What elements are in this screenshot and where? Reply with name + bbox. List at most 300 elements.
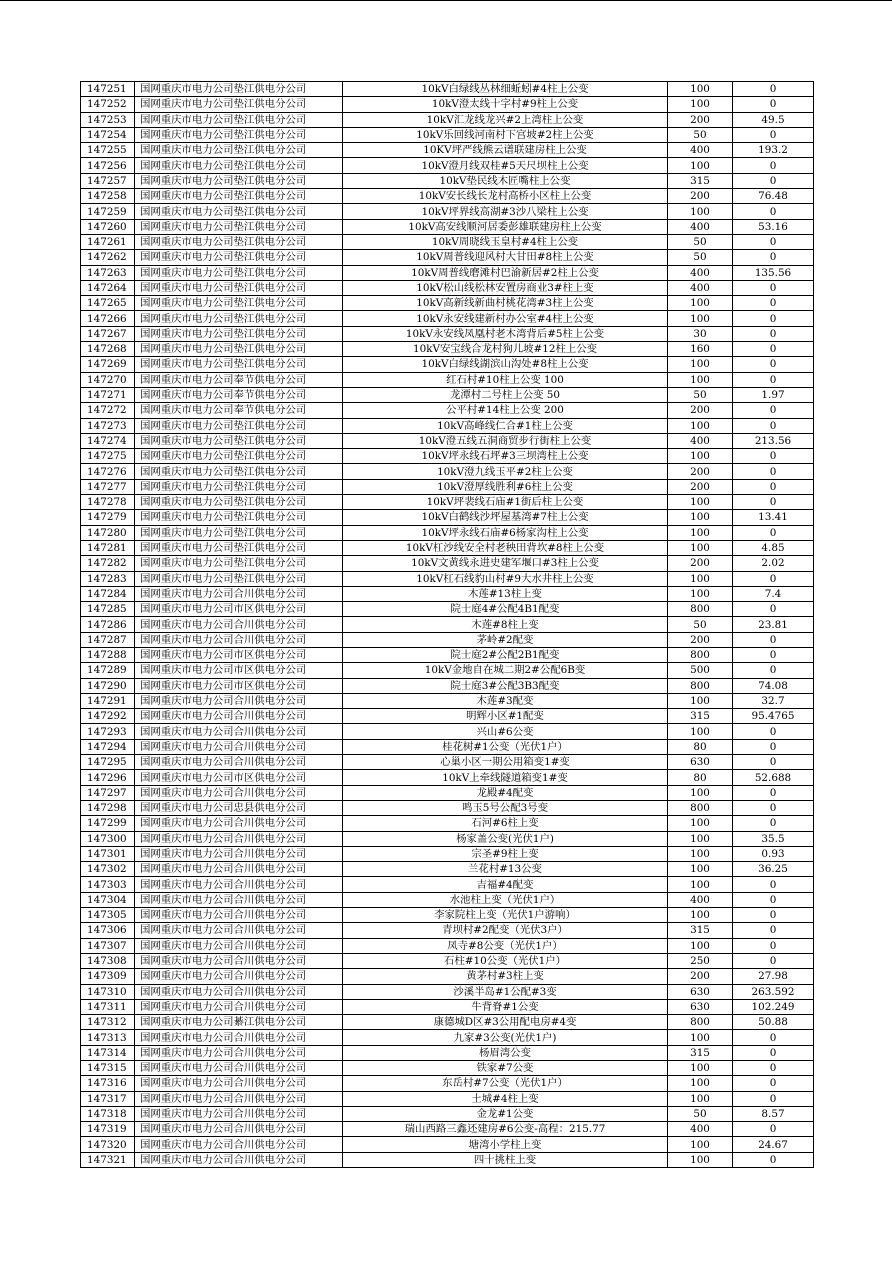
capacity-cell: 315 [668,923,733,938]
transformer-name-cell: 10KV坪严线熊云谱联建房柱上公变 [343,143,668,158]
table-row [81,97,814,112]
company-cell: 国网重庆市电力公司垫江供电分公司 [135,280,343,295]
value-cell: 4.85 [733,540,814,555]
value-cell: 213.56 [733,433,814,448]
company-cell: 国网重庆市电力公司綦江供电分公司 [135,1015,343,1030]
value-cell: 0 [733,173,814,188]
capacity-cell: 200 [668,556,733,571]
record-id-cell: 147305 [81,908,135,923]
capacity-cell: 100 [668,372,733,387]
table-row [81,280,814,295]
table-row [81,1091,814,1106]
company-cell: 国网重庆市电力公司垫江供电分公司 [135,158,343,173]
company-cell: 国网重庆市电力公司合川供电分公司 [135,1106,343,1121]
record-id-cell: 147279 [81,510,135,525]
company-cell: 国网重庆市电力公司垫江供电分公司 [135,418,343,433]
table-row [81,449,814,464]
record-id-cell: 147269 [81,357,135,372]
transformer-name-cell: 10kV周普线迎风村大甘田#8柱上公变 [343,250,668,265]
transformer-name-cell: 鸣玉5号公配3号变 [343,800,668,815]
value-cell: 0 [733,449,814,464]
company-cell: 国网重庆市电力公司忠县供电分公司 [135,800,343,815]
value-cell: 0 [733,525,814,540]
capacity-cell: 800 [668,800,733,815]
transformer-name-cell: 10kV周晓线玉皇村#4柱上公变 [343,234,668,249]
company-cell: 国网重庆市电力公司垫江供电分公司 [135,204,343,219]
value-cell: 0 [733,127,814,142]
transformer-name-cell: 兰花村#13公变 [343,862,668,877]
capacity-cell: 100 [668,540,733,555]
value-cell: 0 [733,755,814,770]
transformer-name-cell: 10kV高安线顺河居委彭雄联建房柱上公变 [343,219,668,234]
company-cell: 国网重庆市电力公司垫江供电分公司 [135,97,343,112]
capacity-cell: 200 [668,969,733,984]
capacity-cell: 200 [668,479,733,494]
value-cell: 0 [733,571,814,586]
transformer-name-cell: 10kV澄月线双桂#5天尺坝柱上公变 [343,158,668,173]
record-id-cell: 147262 [81,250,135,265]
company-cell: 国网重庆市电力公司垫江供电分公司 [135,357,343,372]
record-id-cell: 147298 [81,800,135,815]
value-cell: 0 [733,97,814,112]
table-row [81,846,814,861]
table-row [81,709,814,724]
company-cell: 国网重庆市电力公司垫江供电分公司 [135,525,343,540]
company-cell: 国网重庆市电力公司垫江供电分公司 [135,82,343,97]
table-row [81,127,814,142]
record-id-cell: 147252 [81,97,135,112]
value-cell: 32.7 [733,693,814,708]
table-row [81,189,814,204]
capacity-cell: 100 [668,357,733,372]
table-row [81,617,814,632]
company-cell: 国网重庆市电力公司垫江供电分公司 [135,219,343,234]
record-id-cell: 147253 [81,112,135,127]
record-id-cell: 147288 [81,647,135,662]
capacity-cell: 50 [668,617,733,632]
transformer-name-cell: 九家#3公变(光伏1户) [343,1030,668,1045]
company-cell: 国网重庆市电力公司合川供电分公司 [135,1137,343,1152]
table-row [81,219,814,234]
record-id-cell: 147313 [81,1030,135,1045]
table-row [81,173,814,188]
value-cell: 74.08 [733,678,814,693]
value-cell: 53.16 [733,219,814,234]
table-row [81,693,814,708]
record-id-cell: 147281 [81,540,135,555]
table-row [81,663,814,678]
capacity-cell: 250 [668,953,733,968]
value-cell: 0 [733,602,814,617]
capacity-cell: 315 [668,709,733,724]
company-cell: 国网重庆市电力公司合川供电分公司 [135,999,343,1014]
table-row [81,464,814,479]
capacity-cell: 315 [668,1045,733,1060]
value-cell: 0 [733,938,814,953]
capacity-cell: 100 [668,831,733,846]
capacity-cell: 100 [668,1076,733,1091]
capacity-cell: 100 [668,1152,733,1167]
record-id-cell: 147270 [81,372,135,387]
table-row [81,739,814,754]
company-cell: 国网重庆市电力公司合川供电分公司 [135,831,343,846]
capacity-cell: 50 [668,387,733,402]
record-id-cell: 147289 [81,663,135,678]
value-cell: 0 [733,82,814,97]
value-cell: 35.5 [733,831,814,846]
table-row [81,403,814,418]
transformer-name-cell: 石柱#10公变（光伏1户） [343,953,668,968]
capacity-cell: 630 [668,999,733,1014]
table-row [81,418,814,433]
record-id-cell: 147307 [81,938,135,953]
capacity-cell: 80 [668,770,733,785]
company-cell: 国网重庆市电力公司垫江供电分公司 [135,510,343,525]
value-cell: 0 [733,158,814,173]
table-row [81,387,814,402]
company-cell: 国网重庆市电力公司市区供电分公司 [135,602,343,617]
capacity-cell: 100 [668,495,733,510]
transformer-name-cell: 10kV松山线松林安置房商业3#柱上变 [343,280,668,295]
record-id-cell: 147301 [81,846,135,861]
table-row [81,1106,814,1121]
record-id-cell: 147265 [81,296,135,311]
record-id-cell: 147318 [81,1106,135,1121]
company-cell: 国网重庆市电力公司垫江供电分公司 [135,234,343,249]
record-id-cell: 147264 [81,280,135,295]
value-cell: 0 [733,479,814,494]
capacity-cell: 800 [668,647,733,662]
company-cell: 国网重庆市电力公司垫江供电分公司 [135,571,343,586]
record-id-cell: 147257 [81,173,135,188]
transformer-name-cell: 康德城D区#3公用配电房#4变 [343,1015,668,1030]
table-row [81,342,814,357]
capacity-cell: 315 [668,173,733,188]
table-row [81,433,814,448]
capacity-cell: 100 [668,785,733,800]
company-cell: 国网重庆市电力公司合川供电分公司 [135,739,343,754]
value-cell: 0 [733,739,814,754]
company-cell: 国网重庆市电力公司市区供电分公司 [135,647,343,662]
table-row [81,984,814,999]
record-id-cell: 147312 [81,1015,135,1030]
company-cell: 国网重庆市电力公司垫江供电分公司 [135,495,343,510]
transformer-name-cell: 10kV白绿线湖滨山沟处#8柱上公变 [343,357,668,372]
transformer-name-cell: 10kV澄太线十字村#9柱上公变 [343,97,668,112]
table-row [81,1137,814,1152]
transformer-name-cell: 10kV汇龙线龙兴#2上湾柱上公变 [343,112,668,127]
record-id-cell: 147321 [81,1152,135,1167]
record-id-cell: 147255 [81,143,135,158]
table-row [81,755,814,770]
company-cell: 国网重庆市电力公司市区供电分公司 [135,770,343,785]
capacity-cell: 100 [668,204,733,219]
table-row [81,1076,814,1091]
value-cell: 0 [733,464,814,479]
table-row [81,265,814,280]
table-row [81,540,814,555]
table-row [81,770,814,785]
capacity-cell: 100 [668,97,733,112]
value-cell: 0 [733,632,814,647]
capacity-cell: 200 [668,464,733,479]
transformer-name-cell: 10kV周普线磨滩村巴渝新居#2柱上公变 [343,265,668,280]
table-row [81,525,814,540]
value-cell: 0 [733,663,814,678]
capacity-cell: 400 [668,219,733,234]
company-cell: 国网重庆市电力公司合川供电分公司 [135,846,343,861]
value-cell: 102.249 [733,999,814,1014]
capacity-cell: 100 [668,1091,733,1106]
transformer-name-cell: 10kV高新线新曲村桃花湾#3柱上公变 [343,296,668,311]
company-cell: 国网重庆市电力公司垫江供电分公司 [135,326,343,341]
record-id-cell: 147299 [81,816,135,831]
transformer-name-cell: 心巢小区一期公用箱变1#变 [343,755,668,770]
record-id-cell: 147311 [81,999,135,1014]
company-cell: 国网重庆市电力公司合川供电分公司 [135,755,343,770]
table-row [81,892,814,907]
capacity-cell: 100 [668,877,733,892]
record-id-cell: 147303 [81,877,135,892]
table-row [81,204,814,219]
table-row [81,479,814,494]
capacity-cell: 100 [668,449,733,464]
transformer-name-cell: 10kV垫民线木匠嘴柱上公变 [343,173,668,188]
company-cell: 国网重庆市电力公司垫江供电分公司 [135,433,343,448]
value-cell: 193.2 [733,143,814,158]
value-cell: 0.93 [733,846,814,861]
transformer-name-cell: 牛背脊#1公变 [343,999,668,1014]
table-row [81,800,814,815]
table-row [81,678,814,693]
table-row [81,112,814,127]
transformer-name-cell: 10kV坪永线石坪#3三坝湾柱上公变 [343,449,668,464]
value-cell: 0 [733,908,814,923]
company-cell: 国网重庆市电力公司奉节供电分公司 [135,387,343,402]
value-cell: 0 [733,234,814,249]
table-row [81,234,814,249]
transformer-table [80,81,814,1168]
capacity-cell: 100 [668,1061,733,1076]
table-row [81,510,814,525]
value-cell: 0 [733,1045,814,1060]
capacity-cell: 100 [668,1137,733,1152]
company-cell: 国网重庆市电力公司合川供电分公司 [135,632,343,647]
capacity-cell: 100 [668,510,733,525]
record-id-cell: 147292 [81,709,135,724]
company-cell: 国网重庆市电力公司合川供电分公司 [135,816,343,831]
capacity-cell: 100 [668,938,733,953]
transformer-name-cell: 10kV永安线凤凰村老木湾背后#5柱上公变 [343,326,668,341]
value-cell: 7.4 [733,586,814,601]
transformer-name-cell: 10kV杠石线豹山村#9大水井柱上公变 [343,571,668,586]
capacity-cell: 630 [668,984,733,999]
table-row [81,831,814,846]
value-cell: 0 [733,647,814,662]
value-cell: 0 [733,357,814,372]
company-cell: 国网重庆市电力公司奉节供电分公司 [135,403,343,418]
capacity-cell: 400 [668,280,733,295]
record-id-cell: 147272 [81,403,135,418]
table-row [81,785,814,800]
transformer-name-cell: 10kV上牵线隧道箱变1#变 [343,770,668,785]
transformer-name-cell: 木莲#3配变 [343,693,668,708]
record-id-cell: 147263 [81,265,135,280]
capacity-cell: 800 [668,1015,733,1030]
company-cell: 国网重庆市电力公司合川供电分公司 [135,1030,343,1045]
record-id-cell: 147306 [81,923,135,938]
capacity-cell: 100 [668,1030,733,1045]
transformer-name-cell: 10kV白鹤线沙坪屋基湾#7柱上公变 [343,510,668,525]
capacity-cell: 100 [668,693,733,708]
value-cell: 1.97 [733,387,814,402]
value-cell: 135.56 [733,265,814,280]
record-id-cell: 147271 [81,387,135,402]
record-id-cell: 147314 [81,1045,135,1060]
value-cell: 0 [733,326,814,341]
record-id-cell: 147278 [81,495,135,510]
record-id-cell: 147304 [81,892,135,907]
company-cell: 国网重庆市电力公司合川供电分公司 [135,1076,343,1091]
company-cell: 国网重庆市电力公司市区供电分公司 [135,678,343,693]
record-id-cell: 147300 [81,831,135,846]
capacity-cell: 100 [668,525,733,540]
company-cell: 国网重庆市电力公司合川供电分公司 [135,724,343,739]
table-row [81,1152,814,1167]
transformer-name-cell: 10kV文黄线永进史建军堰口#3柱上公变 [343,556,668,571]
company-cell: 国网重庆市电力公司合川供电分公司 [135,1152,343,1167]
table-row [81,250,814,265]
transformer-name-cell: 杨眉湾公变 [343,1045,668,1060]
table-row [81,1030,814,1045]
record-id-cell: 147285 [81,602,135,617]
transformer-name-cell: 宗圣#9柱上变 [343,846,668,861]
value-cell: 0 [733,418,814,433]
table-row [81,1122,814,1137]
company-cell: 国网重庆市电力公司合川供电分公司 [135,1122,343,1137]
capacity-cell: 50 [668,127,733,142]
company-cell: 国网重庆市电力公司合川供电分公司 [135,1045,343,1060]
capacity-cell: 500 [668,663,733,678]
record-id-cell: 147296 [81,770,135,785]
capacity-cell: 400 [668,1122,733,1137]
record-id-cell: 147308 [81,953,135,968]
company-cell: 国网重庆市电力公司奉节供电分公司 [135,372,343,387]
capacity-cell: 100 [668,862,733,877]
capacity-cell: 800 [668,678,733,693]
transformer-name-cell: 10kV坪永线石庙#6杨家沟柱上公变 [343,525,668,540]
value-cell: 24.67 [733,1137,814,1152]
transformer-name-cell: 桂花树#1公变（光伏1户） [343,739,668,754]
value-cell: 0 [733,1030,814,1045]
table-row [81,357,814,372]
company-cell: 国网重庆市电力公司垫江供电分公司 [135,449,343,464]
transformer-name-cell: 红石村#10柱上公变 100 [343,372,668,387]
company-cell: 国网重庆市电力公司垫江供电分公司 [135,296,343,311]
transformer-name-cell: 木莲#8柱上变 [343,617,668,632]
capacity-cell: 400 [668,892,733,907]
table-row [81,999,814,1014]
table-row [81,495,814,510]
capacity-cell: 400 [668,143,733,158]
transformer-name-cell: 10kV白绿线丛林细蚯蚓#4柱上公变 [343,82,668,97]
capacity-cell: 100 [668,846,733,861]
transformer-name-cell: 院士庭2#公配2B1配变 [343,647,668,662]
value-cell: 49.5 [733,112,814,127]
transformer-name-cell: 石河#6柱上变 [343,816,668,831]
value-cell: 0 [733,953,814,968]
table-row [81,571,814,586]
capacity-cell: 30 [668,326,733,341]
value-cell: 52.688 [733,770,814,785]
table-row [81,877,814,892]
table-row [81,816,814,831]
capacity-cell: 100 [668,816,733,831]
capacity-cell: 200 [668,112,733,127]
company-cell: 国网重庆市电力公司垫江供电分公司 [135,189,343,204]
capacity-cell: 200 [668,403,733,418]
record-id-cell: 147295 [81,755,135,770]
company-cell: 国网重庆市电力公司垫江供电分公司 [135,540,343,555]
company-cell: 国网重庆市电力公司合川供电分公司 [135,1091,343,1106]
record-id-cell: 147274 [81,433,135,448]
table-row [81,953,814,968]
table-row [81,1061,814,1076]
company-cell: 国网重庆市电力公司合川供电分公司 [135,693,343,708]
value-cell: 0 [733,1122,814,1137]
record-id-cell: 147283 [81,571,135,586]
record-id-cell: 147258 [81,189,135,204]
capacity-cell: 100 [668,724,733,739]
company-cell: 国网重庆市电力公司垫江供电分公司 [135,265,343,280]
capacity-cell: 100 [668,82,733,97]
value-cell: 0 [733,816,814,831]
company-cell: 国网重庆市电力公司合川供电分公司 [135,938,343,953]
value-cell: 0 [733,250,814,265]
value-cell: 0 [733,923,814,938]
value-cell: 0 [733,495,814,510]
capacity-cell: 50 [668,234,733,249]
record-id-cell: 147286 [81,617,135,632]
transformer-name-cell: 金龙#1公变 [343,1106,668,1121]
value-cell: 0 [733,280,814,295]
company-cell: 国网重庆市电力公司市区供电分公司 [135,663,343,678]
capacity-cell: 400 [668,265,733,280]
transformer-name-cell: 吉福#4配变 [343,877,668,892]
value-cell: 0 [733,342,814,357]
value-cell: 50.88 [733,1015,814,1030]
record-id-cell: 147290 [81,678,135,693]
company-cell: 国网重庆市电力公司合川供电分公司 [135,984,343,999]
value-cell: 36.25 [733,862,814,877]
company-cell: 国网重庆市电力公司垫江供电分公司 [135,112,343,127]
transformer-name-cell: 凤寺#8公变（光伏1户） [343,938,668,953]
table-row [81,1045,814,1060]
value-cell: 263.592 [733,984,814,999]
value-cell: 0 [733,785,814,800]
company-cell: 国网重庆市电力公司垫江供电分公司 [135,556,343,571]
transformer-name-cell: 黄茅村#3柱上变 [343,969,668,984]
table-row [81,862,814,877]
table-row [81,586,814,601]
value-cell: 0 [733,372,814,387]
transformer-name-cell: 土城#4柱上变 [343,1091,668,1106]
company-cell: 国网重庆市电力公司合川供电分公司 [135,969,343,984]
capacity-cell: 200 [668,189,733,204]
capacity-cell: 630 [668,755,733,770]
transformer-name-cell: 公平村#14柱上公变 200 [343,403,668,418]
record-id-cell: 147251 [81,82,135,97]
